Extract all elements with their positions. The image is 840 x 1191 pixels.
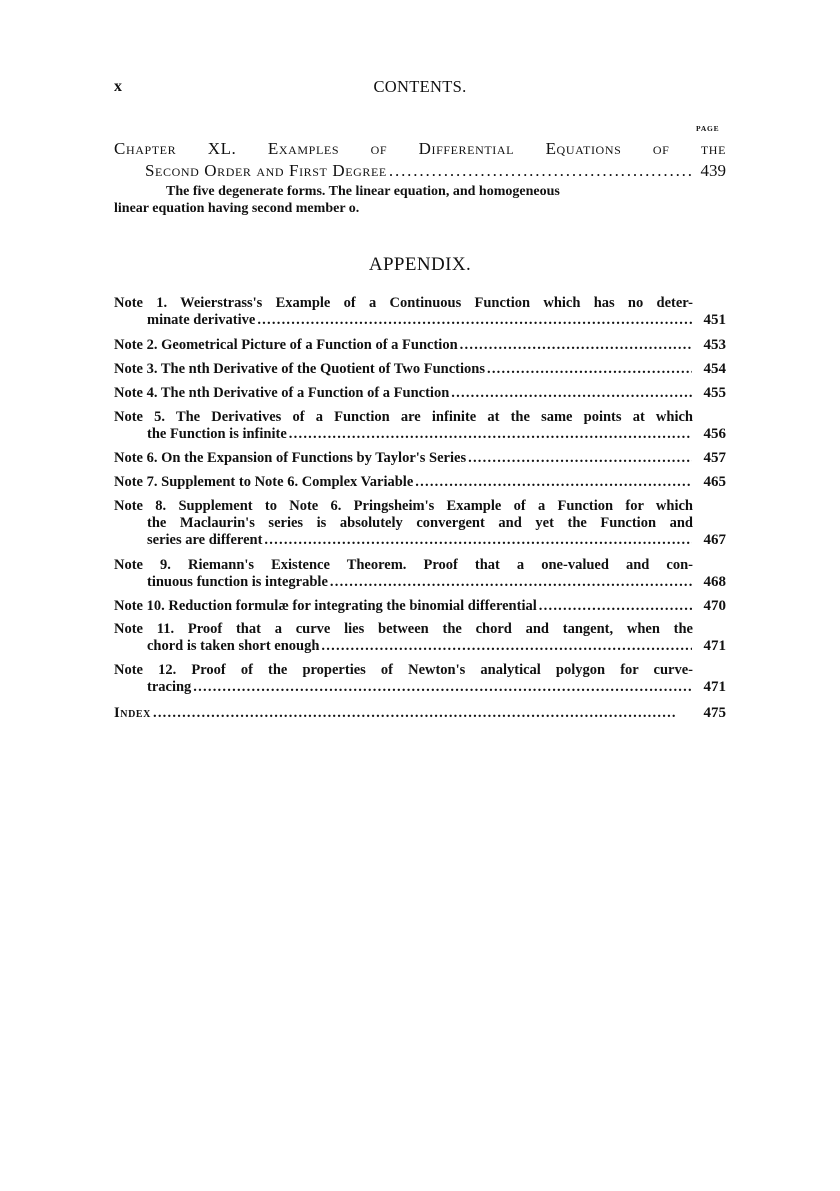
note-page-number: 471 [703,638,726,654]
running-title: CONTENTS. [373,77,467,96]
page-numeral: x [114,78,122,95]
note-page-number: 468 [703,574,726,590]
note-title-line1: Weierstrass's Example of a Continuous Function which has no deter- [180,295,693,311]
chapter-page-number: 439 [700,161,726,180]
note-entry [114,621,726,655]
note-entry [114,498,726,549]
note-page-number: 455 [703,385,726,401]
note-label: Note 11. [114,621,175,637]
note-title-line1: Reduction formulæ for integrating the binomial differential [168,598,537,614]
note-label: Note 6. [114,450,158,466]
note-title-line1: The nth Derivative of a Function of a Function [160,385,450,401]
index-label: Index [114,705,151,721]
dot-leader [468,450,692,467]
index-entry [114,705,726,722]
note-title-line2: chord is taken short enough [147,638,320,654]
note-page-number: 471 [703,679,726,695]
note-title-line2: tinuous function is integrable [147,574,328,590]
note-page-number: 467 [703,532,726,548]
dot-leader [389,160,692,182]
note-entry [114,557,726,591]
chapter-description-line2: linear equation having second member o. [114,201,360,216]
note-title-line1: On the Expansion of Functions by Taylor's Series [161,450,467,466]
note-page-number: 454 [703,361,726,377]
note-entry [114,450,726,467]
note-label: Note 8. [114,498,167,514]
note-page-number: 456 [703,426,726,442]
chapter-title-line2: Second Order and First Degree [145,161,387,180]
note-page-number: 457 [703,450,726,466]
dot-leader [487,361,692,378]
note-label: Note 4. [114,385,158,401]
note-title-line1: Geometrical Picture of a Function of a Function [161,337,458,353]
note-entry [114,409,726,443]
note-label: Note 12. [114,662,177,678]
chapter-xl-entry [114,138,726,182]
note-title-line2: minate derivative [147,312,256,328]
chapter-description [114,183,694,217]
note-page-number: 465 [703,474,726,490]
note-title-line1: Riemann's Existence Theorem. Proof that a one-valued and con- [187,557,693,573]
note-title-line1: Proof that a curve lies between the chord and tangent, when the [187,621,693,637]
page-column-label: PAGE [696,124,720,133]
note-label: Note 2. [114,337,158,353]
note-title-line2: the Maclaurin's series is absolutely convergent and yet the Function and [147,515,693,531]
dot-leader [460,337,692,354]
dot-leader [193,679,692,696]
note-title-line1: Supplement to Note 6. Pringsheim's Example of a Function for which [178,498,693,514]
note-title-line2: tracing [147,679,192,695]
dot-leader [289,426,692,443]
dot-leader [257,312,692,329]
dot-leader [451,385,692,402]
note-label: Note 3. [114,361,158,377]
note-label: Note 10. [114,598,165,614]
note-title-line1: The Derivatives of a Function are infinite at the same points at which [175,409,693,425]
note-page-number: 451 [703,312,726,328]
note-page-number: 470 [703,598,726,614]
note-title-line3: series are different [147,532,263,548]
note-entry [114,598,726,615]
note-entry [114,385,726,402]
note-label: Note 5. [114,409,166,425]
note-entry [114,295,726,329]
note-title-line2: the Function is infinite [147,426,287,442]
note-entry [114,337,726,354]
note-title-line1: Proof of the properties of Newton's analytical polygon for curve- [191,662,693,678]
note-entry [114,474,726,491]
dot-leader [415,474,692,491]
note-label: Note 9. [114,557,171,573]
appendix-heading: APPENDIX. [368,254,472,275]
note-entry [114,662,726,696]
dot-leader [321,638,692,655]
note-entry [114,361,726,378]
note-page-number: 453 [703,337,726,353]
dot-leader [264,532,692,549]
note-title-line1: Supplement to Note 6. Complex Variable [161,474,414,490]
index-page-number: 475 [703,705,726,721]
dot-leader [539,598,692,615]
note-title-line1: The nth Derivative of the Quotient of Two Functions [160,361,485,377]
dot-leader [153,705,692,722]
chapter-description-line1: The five degenerate forms. The linear equation, and homogeneous [166,184,560,199]
dot-leader [330,574,692,591]
note-label: Note 1. [114,295,168,311]
chapter-title-line1: Chapter XL. Examples of Differential Equations of the [114,139,726,158]
note-label: Note 7. [114,474,158,490]
